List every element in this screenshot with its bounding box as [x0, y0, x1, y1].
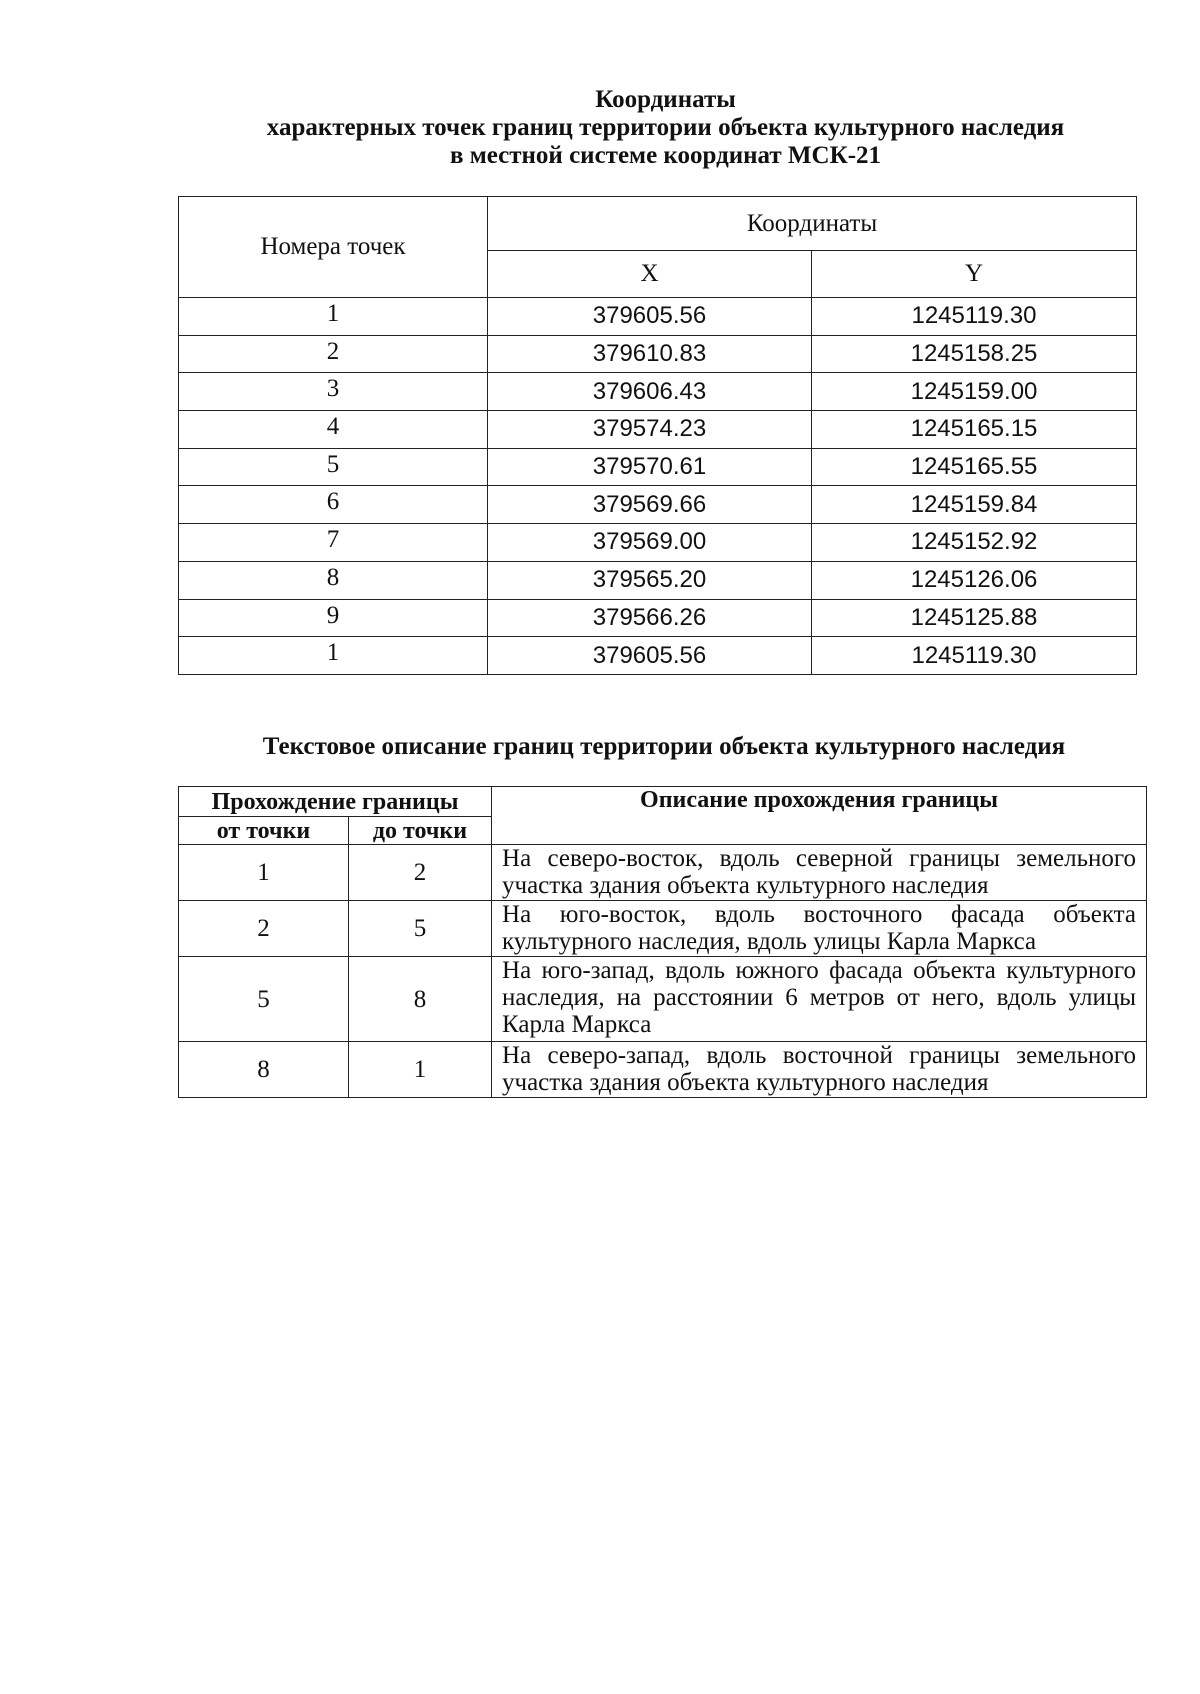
coordinates-table — [178, 196, 1137, 675]
table-row — [179, 335, 1137, 373]
x-coordinate-cell: 379605.56 — [488, 637, 812, 675]
point-number-cell: 3 — [179, 373, 488, 411]
table-row — [179, 1042, 1147, 1098]
header-x: X — [488, 251, 812, 298]
section-subtitle: Текстовое описание границ территории объекта культурного наследия — [262, 733, 1066, 760]
point-number-cell: 7 — [179, 524, 488, 562]
point-number-cell: 5 — [179, 448, 488, 486]
table-row — [179, 524, 1137, 562]
x-coordinate-cell: 379606.43 — [488, 373, 812, 411]
table-row — [179, 298, 1137, 336]
coordinates-table-body — [179, 298, 1137, 675]
table-row — [179, 901, 1147, 957]
table-row — [179, 637, 1137, 675]
y-coordinate-cell: 1245158.25 — [812, 335, 1137, 373]
header-coordinates: Координаты — [488, 197, 1137, 251]
table-row — [179, 957, 1147, 1042]
y-coordinate-cell: 1245119.30 — [812, 298, 1137, 336]
from-point-cell: 8 — [179, 1042, 349, 1098]
from-point-cell: 2 — [179, 901, 349, 957]
point-number-cell: 1 — [179, 637, 488, 675]
table-row — [179, 561, 1137, 599]
from-point-cell: 1 — [179, 845, 349, 901]
to-point-cell: 5 — [349, 901, 492, 957]
point-number-cell: 1 — [179, 298, 488, 336]
description-cell: На юго-запад, вдоль южного фасада объекта культурного наследия, на расстоянии 6 метров от него, вдоль улицы Карла Маркса — [492, 957, 1147, 1042]
from-point-cell: 5 — [179, 957, 349, 1042]
to-point-cell: 2 — [349, 845, 492, 901]
header-point-numbers: Номера точек — [179, 197, 488, 298]
header-y: Y — [812, 251, 1137, 298]
x-coordinate-cell: 379605.56 — [488, 298, 812, 336]
y-coordinate-cell: 1245159.84 — [812, 486, 1137, 524]
y-coordinate-cell: 1245125.88 — [812, 599, 1137, 637]
title-line-1: Координаты — [595, 86, 736, 113]
table-row — [179, 448, 1137, 486]
point-number-cell: 4 — [179, 411, 488, 449]
description-cell: На северо-запад, вдоль восточной границы земельного участка здания объекта культурного наследия — [492, 1042, 1147, 1098]
table-row — [179, 486, 1137, 524]
to-point-cell: 8 — [349, 957, 492, 1042]
header-passage-description: Описание прохождения границы — [492, 787, 1147, 845]
table-row — [179, 411, 1137, 449]
x-coordinate-cell: 379566.26 — [488, 599, 812, 637]
point-number-cell: 8 — [179, 561, 488, 599]
y-coordinate-cell: 1245165.15 — [812, 411, 1137, 449]
x-coordinate-cell: 379570.61 — [488, 448, 812, 486]
table-row — [179, 373, 1137, 411]
table-row — [179, 599, 1137, 637]
y-coordinate-cell: 1245159.00 — [812, 373, 1137, 411]
x-coordinate-cell: 379569.66 — [488, 486, 812, 524]
y-coordinate-cell: 1245165.55 — [812, 448, 1137, 486]
x-coordinate-cell: 379569.00 — [488, 524, 812, 562]
boundary-description-table — [178, 786, 1147, 1098]
title-line-2: характерных точек границ территории объекта культурного наследия — [266, 114, 1065, 141]
boundary-description-body — [179, 845, 1147, 1098]
title-line-3: в местной системе координат МСК-21 — [449, 142, 882, 169]
y-coordinate-cell: 1245152.92 — [812, 524, 1137, 562]
description-cell: На северо-восток, вдоль северной границы земельного участка здания объекта культурного наследия — [492, 845, 1147, 901]
description-cell: На юго-восток, вдоль восточного фасада объекта культурного наследия, вдоль улицы Карла Маркса — [492, 901, 1147, 957]
x-coordinate-cell: 379610.83 — [488, 335, 812, 373]
header-boundary-passage: Прохождение границы — [179, 787, 492, 817]
x-coordinate-cell: 379565.20 — [488, 561, 812, 599]
point-number-cell: 6 — [179, 486, 488, 524]
point-number-cell: 2 — [179, 335, 488, 373]
y-coordinate-cell: 1245126.06 — [812, 561, 1137, 599]
to-point-cell: 1 — [349, 1042, 492, 1098]
document-title — [0, 86, 1200, 170]
y-coordinate-cell: 1245119.30 — [812, 637, 1137, 675]
point-number-cell: 9 — [179, 599, 488, 637]
x-coordinate-cell: 379574.23 — [488, 411, 812, 449]
header-to-point: до точки — [349, 817, 492, 845]
table-row — [179, 845, 1147, 901]
header-from-point: от точки — [179, 817, 349, 845]
